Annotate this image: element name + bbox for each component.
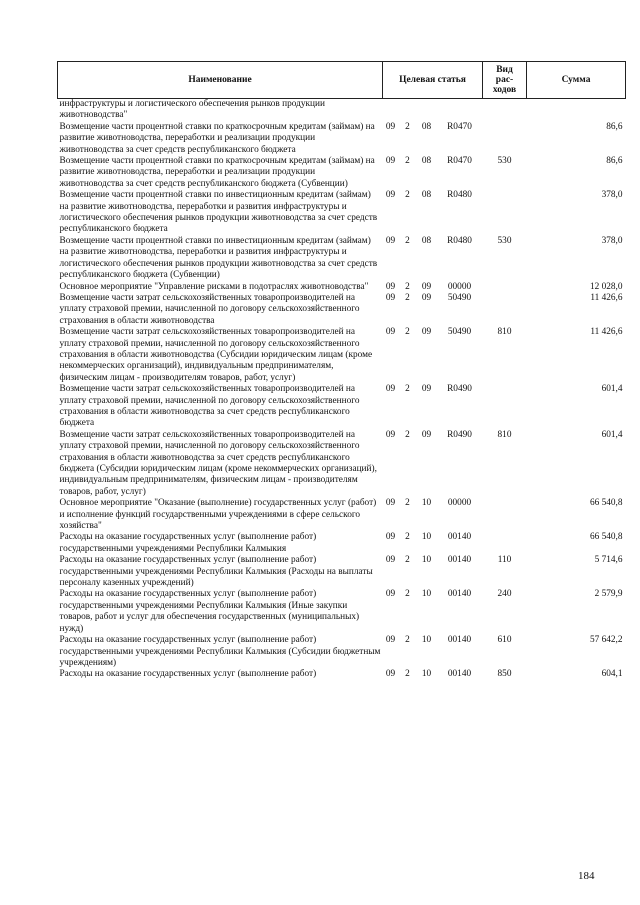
row-program: 09 bbox=[385, 235, 396, 246]
row-event: 10 bbox=[421, 532, 432, 543]
row-name: Расходы на оказание государственных услуг (выполнение работ) государственными учреждениями Республики Калмыкия (Иные закупки товаров, работ и услуг для обеспечения государственных (муниципальных) нужд) bbox=[59, 589, 360, 634]
row-event: 08 bbox=[421, 156, 432, 167]
row-program: 09 bbox=[385, 121, 396, 132]
budget-table bbox=[57, 61, 626, 681]
row-subprogram: 2 bbox=[405, 669, 410, 680]
table-row bbox=[58, 282, 626, 293]
row-sum: 604,1 bbox=[601, 669, 623, 680]
row-name: Расходы на оказание государственных услуг (выполнение работ) государственными учреждениями Республики Калмыкия (Расходы на выплаты персоналу казенных учреждений) bbox=[59, 555, 373, 589]
row-event: 10 bbox=[421, 669, 432, 680]
row-sum bbox=[527, 99, 626, 122]
row-expense-type: 810 bbox=[497, 327, 512, 338]
row-expense-type bbox=[483, 122, 527, 156]
row-expense-type: 240 bbox=[497, 589, 512, 600]
row-subprogram: 2 bbox=[405, 532, 410, 543]
row-name: Возмещение части затрат сельскохозяйственных товаропроизводителей на уплату страховой премии, начисленной по договору сельскохозяйственного страхования в области животноводства за счет средств республиканского бюджета bbox=[59, 384, 360, 429]
row-subprogram: 2 bbox=[405, 429, 410, 440]
row-direction: R0470 bbox=[447, 156, 472, 167]
row-expense-type bbox=[483, 293, 527, 327]
row-name: Возмещение части процентной ставки по инвестиционным кредитам (займам) на развитие животноводства, переработки и развития инфраструктуры и логистического обеспечения рынков продукции животноводства за счет средств республиканского бюджета (Субвенции) bbox=[59, 235, 378, 281]
row-expense-type bbox=[483, 190, 527, 236]
row-name: Расходы на оказание государственных услуг (выполнение работ) государственными учреждениями Республики Калмыкия (Субсидии бюджетным учреждениям) bbox=[59, 635, 381, 668]
row-name: Возмещение части процентной ставки по краткосрочным кредитам (займам) на развитие животноводства, переработки и реализации продукции животноводства за счет средств республиканского бюджета bbox=[59, 121, 375, 155]
row-sum: 12 028,0 bbox=[589, 281, 623, 292]
row-subprogram: 2 bbox=[405, 498, 410, 509]
row-sum: 601,4 bbox=[601, 384, 623, 395]
row-event: 09 bbox=[421, 281, 432, 292]
row-sum: 2 579,9 bbox=[594, 589, 623, 600]
row-name: Основное мероприятие "Оказание (выполнение) государственных услуг (работ) и исполнение функций государственными учреждениями в сфере сельского хозяйства" bbox=[59, 498, 377, 532]
header-vid bbox=[483, 62, 527, 99]
row-sum: 601,4 bbox=[601, 429, 623, 440]
header-vid-line-3: ходов bbox=[492, 85, 517, 95]
row-direction: R0480 bbox=[447, 235, 472, 246]
row-expense-type bbox=[483, 532, 527, 555]
row-expense-type bbox=[483, 384, 527, 430]
row-subprogram: 2 bbox=[405, 292, 410, 303]
table-header-row bbox=[58, 62, 626, 99]
row-name: Основное мероприятие "Управление рисками в подотраслях животноводства" bbox=[59, 281, 369, 292]
row-event: 10 bbox=[421, 635, 432, 646]
row-program: 09 bbox=[385, 384, 396, 395]
row-direction: 00000 bbox=[447, 498, 472, 509]
row-expense-type bbox=[483, 498, 527, 532]
row-expense-type: 850 bbox=[497, 669, 512, 680]
row-direction: R0480 bbox=[447, 190, 472, 201]
row-expense-type: 610 bbox=[497, 635, 512, 646]
row-expense-type: 530 bbox=[497, 156, 512, 167]
row-program: 09 bbox=[385, 555, 396, 566]
header-vid-line-1: Вид bbox=[496, 65, 513, 75]
row-program: 09 bbox=[385, 589, 396, 600]
row-program: 09 bbox=[385, 635, 396, 646]
row-sum: 57 642,2 bbox=[589, 635, 623, 646]
row-name: Возмещение части процентной ставки по инвестиционным кредитам (займам) на развитие животноводства, переработки и развития инфраструктуры и логистического обеспечения рынков продукции животноводства за счет средств республиканского бюджета bbox=[59, 190, 378, 235]
row-sum: 86,6 bbox=[606, 121, 623, 132]
row-program: 09 bbox=[385, 429, 396, 440]
row-name: Возмещение части затрат сельскохозяйственных товаропроизводителей на уплату страховой премии, начисленной по договору сельскохозяйственного страхования в области животноводства bbox=[59, 292, 360, 326]
row-subprogram: 2 bbox=[405, 156, 410, 167]
row-subprogram: 2 bbox=[405, 235, 410, 246]
row-name: Возмещение части затрат сельскохозяйственных товаропроизводителей на уплату страховой премии, начисленной по договору сельскохозяйственного страхования в области животноводства за счет средств республиканского бюджета (Субсидии юридическим лицам (кроме некоммерческих организаций), индивидуальным предпринимателям, физическим лицам - производителям товаров, работ, услуг) bbox=[59, 429, 377, 497]
row-sum: 66 540,8 bbox=[589, 532, 623, 543]
table-row bbox=[58, 327, 626, 384]
row-program bbox=[383, 99, 399, 122]
header-vid-line-2: рас- bbox=[495, 75, 514, 85]
row-event: 10 bbox=[421, 589, 432, 600]
row-subprogram: 2 bbox=[405, 635, 410, 646]
row-program: 09 bbox=[385, 156, 396, 167]
row-event: 10 bbox=[421, 555, 432, 566]
row-name: Расходы на оказание государственных услуг (выполнение работ) государственными учреждениями Республики Калмыкия bbox=[59, 532, 317, 554]
row-program: 09 bbox=[385, 669, 396, 680]
table-row bbox=[58, 99, 626, 122]
row-event: 10 bbox=[421, 498, 432, 509]
row-name: Расходы на оказание государственных услуг (выполнение работ) bbox=[59, 669, 317, 680]
table-row bbox=[58, 669, 626, 680]
row-direction: 00140 bbox=[447, 635, 472, 646]
table-row bbox=[58, 635, 626, 669]
row-event: 08 bbox=[421, 235, 432, 246]
row-sum: 11 426,6 bbox=[590, 292, 623, 303]
header-target: Целевая статья bbox=[383, 62, 483, 99]
table-row bbox=[58, 190, 626, 236]
row-sum: 86,6 bbox=[606, 156, 623, 167]
row-subprogram: 2 bbox=[405, 555, 410, 566]
row-event: 09 bbox=[421, 384, 432, 395]
row-expense-type: 110 bbox=[497, 555, 512, 566]
row-sum: 378,0 bbox=[601, 235, 623, 246]
row-sum: 66 540,8 bbox=[589, 498, 623, 509]
row-subprogram: 2 bbox=[405, 121, 410, 132]
row-name: Возмещение части процентной ставки по краткосрочным кредитам (займам) на развитие животноводства, переработки и реализации продукции животноводства за счет средств республиканского бюджета (Субвенции) bbox=[59, 156, 375, 189]
row-event: 08 bbox=[421, 121, 432, 132]
row-program: 09 bbox=[385, 190, 396, 201]
table-row bbox=[58, 430, 626, 498]
table-row bbox=[58, 498, 626, 532]
row-event: 08 bbox=[421, 190, 432, 201]
table-row bbox=[58, 122, 626, 156]
row-event: 09 bbox=[421, 292, 432, 303]
table-row bbox=[58, 532, 626, 555]
row-direction: 00000 bbox=[447, 281, 472, 292]
table-row bbox=[58, 384, 626, 430]
row-program: 09 bbox=[385, 498, 396, 509]
row-sum: 378,0 bbox=[601, 190, 623, 201]
row-direction: 00140 bbox=[447, 555, 472, 566]
row-event: 09 bbox=[421, 327, 432, 338]
row-direction: 00140 bbox=[447, 532, 472, 543]
row-sum: 11 426,6 bbox=[590, 327, 623, 338]
header-name: Наименование bbox=[58, 62, 383, 99]
row-direction: R0490 bbox=[447, 429, 472, 440]
row-sum: 5 714,6 bbox=[594, 555, 623, 566]
row-program: 09 bbox=[385, 281, 396, 292]
row-direction: 50490 bbox=[447, 327, 472, 338]
table-row bbox=[58, 156, 626, 190]
row-name: Возмещение части затрат сельскохозяйственных товаропроизводителей на уплату страховой премии, начисленной по договору сельскохозяйственного страхования в области животноводства (Субсидии юридическим лицам (кроме некоммерческих организаций), индивидуальным предпринимателям, физическим лицам - производителям товаров, работ, услуг) bbox=[59, 327, 373, 383]
row-expense-type bbox=[483, 99, 527, 122]
row-name: инфраструктуры и логистического обеспечения рынков продукции животноводства" bbox=[59, 99, 325, 121]
document-page bbox=[57, 61, 625, 681]
table-row bbox=[58, 555, 626, 589]
row-subprogram: 2 bbox=[405, 190, 410, 201]
row-event bbox=[417, 99, 437, 122]
page-number: 184 bbox=[578, 870, 595, 882]
row-direction: R0490 bbox=[447, 384, 472, 395]
row-subprogram: 2 bbox=[405, 281, 410, 292]
table-body bbox=[58, 99, 626, 681]
row-direction bbox=[437, 99, 483, 122]
row-direction: R0470 bbox=[447, 121, 472, 132]
table-row bbox=[58, 236, 626, 282]
table-row bbox=[58, 589, 626, 635]
row-expense-type: 810 bbox=[497, 429, 512, 440]
row-program: 09 bbox=[385, 327, 396, 338]
row-subprogram bbox=[399, 99, 417, 122]
row-program: 09 bbox=[385, 292, 396, 303]
row-subprogram: 2 bbox=[405, 589, 410, 600]
row-direction: 50490 bbox=[447, 292, 472, 303]
row-expense-type: 530 bbox=[497, 235, 512, 246]
row-event: 09 bbox=[421, 429, 432, 440]
row-subprogram: 2 bbox=[405, 384, 410, 395]
row-subprogram: 2 bbox=[405, 327, 410, 338]
header-sum: Сумма bbox=[527, 62, 626, 99]
row-direction: 00140 bbox=[447, 589, 472, 600]
table-row bbox=[58, 293, 626, 327]
row-expense-type bbox=[483, 282, 527, 293]
row-direction: 00140 bbox=[447, 669, 472, 680]
row-program: 09 bbox=[385, 532, 396, 543]
